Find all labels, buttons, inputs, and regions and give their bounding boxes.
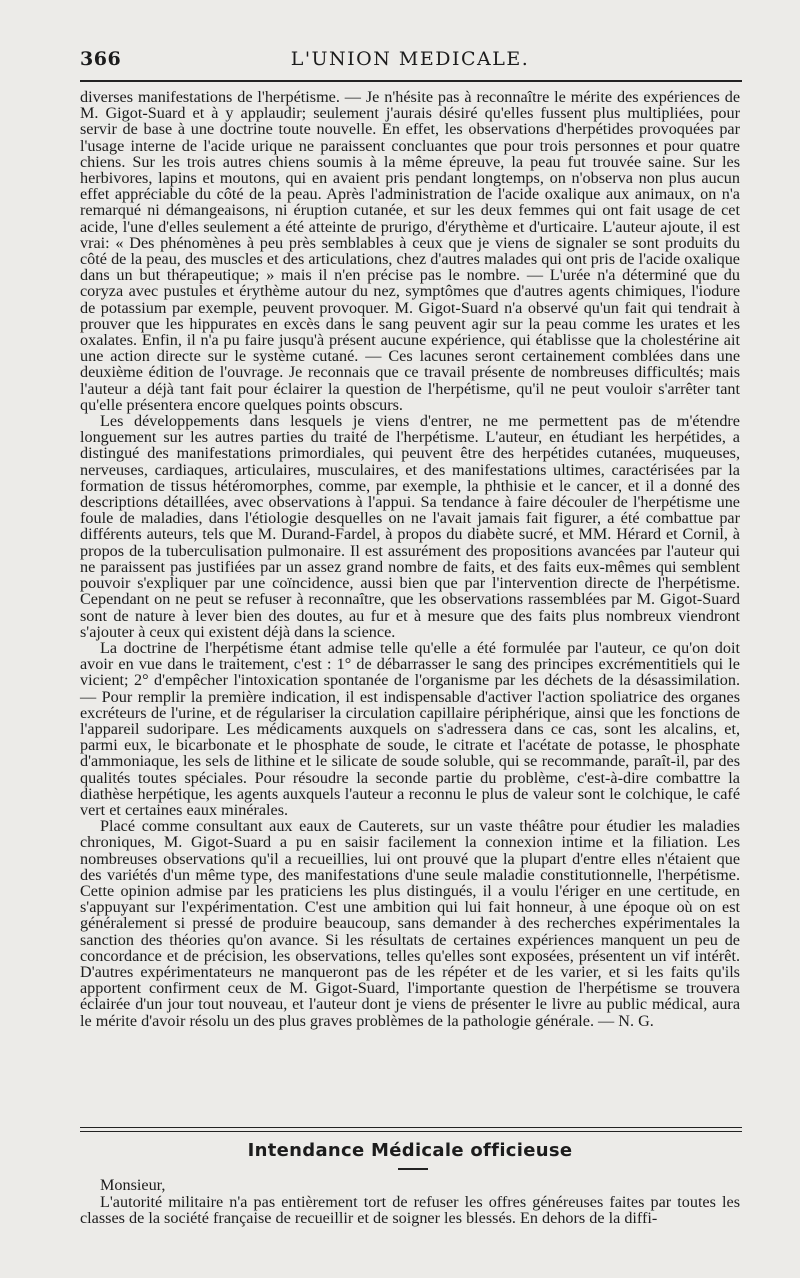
journal-title: L'UNION MEDICALE. [290,48,530,70]
page-number: 366 [80,48,122,70]
title-underline [398,1168,428,1170]
letter-salutation: Monsieur, [100,1176,166,1194]
section-title: Intendance Médicale officieuse [247,1140,573,1161]
article-paragraph-4: Placé comme consultant aux eaux de Cauterets, sur un vaste théâtre pour étudier les maladies chroniques, M. Gigot-Suard a pu en saisir facilement la connexion intime et la filiation. Les nombreuses observations qu'il a recueillies, lui ont prouvé que la plupart d'entre elles n'étaient que des variétés d'un même type, des manifestations d'une seule maladie constitutionnelle, l'herpétisme. Cette opinion admise par les praticiens les plus distingués, il a voulu l'ériger en une certitude, en s'appuyant sur l'expérimentation. C'est une ambition qui lui fait honneur, à une époque où on est généralement si pressé de produire beaucoup, sans demander à des recherches expérimentales la sanction des théories qu'on avance. Si les résultats de certaines expériences manquent un peu de concordance et de précision, les observations, telles qu'elles sont exposées, présentent un vif intérêt. D'autres expérimentateurs ne manqueront pas de les répéter et de les varier, et si les faits qu'ils apportent confirment ceux de M. Gigot-Suard, l'importante question de l'herpétisme se trouvera éclairée d'un jour tout nouveau, et l'auteur dont je viens de présenter le livre au public médical, aura le mérite d'avoir résolu un des plus graves problèmes de la pathologie générale. — N. G. [80,817,740,1030]
article-body [80,89,740,1029]
header-rule [80,80,742,82]
article-paragraph-2: Les développements dans lesquels je viens d'entrer, ne me permettent pas de m'étendre longuement sur les autres parties du traité de l'herpétisme. L'auteur, en étudiant les herpétides, a distingué des manifestations primordiales, qui peuvent être des herpétides cutanées, muqueuses, nerveuses, cardiaques, articulaires, musculaires, et des manifestations ultimes, caractérisées par la formation de tissus hétéromorphes, comme, par exemple, la phthisie et le cancer, et il a donné des descriptions détaillées, avec observations à l'appui. Sa tendance à faire découler de l'herpétisme une foule de maladies, dans l'étiologie desquelles on ne l'avait jamais fait figurer, a été combattue par différents auteurs, tels que M. Durand-Fardel, à propos du diabète sucré, et MM. Hérard et Cornil, à propos de la tuberculisation pulmonaire. Il est assurément des propositions avancées par l'auteur qui ne paraissent pas justifiées par un assez grand nombre de faits, et des faits eux-mêmes qui semblent pouvoir s'expliquer par une coïncidence, aussi bien que par l'intervention directe de l'herpétisme. Cependant on ne peut se refuser à reconnaître, que les observations rassemblées par M. Gigot-Suard sont de nature à lever bien des doutes, au fur et à mesure que des faits plus nombreux viendront s'ajouter à ceux qui existent déjà dans la science. [80,412,740,641]
section-divider [80,1127,742,1132]
article-paragraph-3: La doctrine de l'herpétisme étant admise telle qu'elle a été formulée par l'auteur, ce qu'on doit avoir en vue dans le traitement, c'est : 1° de débarrasser le sang des principes excrémentitiels qui le vicient; 2° d'empêcher l'intoxication spontanée de l'organisme par les déchets de la désassimilation. — Pour remplir la première indication, il est indispensable d'activer l'action spoliatrice des organes excréteurs de l'urine, et de régulariser la circulation capillaire périphérique, ainsi que les fonctions de l'appareil sudoripare. Les médicaments auxquels on s'adressera dans ce cas, sont les alcalins, et, parmi eux, le bicarbonate et le phosphate de soude, le citrate et l'acétate de potasse, le phosphate d'ammoniaque, les sels de lithine et le silicate de soude soluble, qui se recommande, paraît-il, par des qualités toutes spéciales. Pour résoudre la seconde partie du problème, c'est-à-dire combattre la diathèse herpétique, les agents auxquels l'auteur a reconnu le plus de valeur sont le colchique, le café vert et certaines eaux minérales. [80,638,740,819]
article-paragraph-1: diverses manifestations de l'herpétisme. — Je n'hésite pas à reconnaître le mérite des expériences de M. Gigot-Suard et à y applaudir; seulement j'aurais désiré qu'elles fussent plus multipliées, pour servir de base à une doctrine toute nouvelle. En effet, les observations d'herpétides provoquées par l'usage interne de l'acide urique ne paraissent concluantes que pour trois personnes et pour quatre chiens. Sur les trois autres chiens soumis à la même épreuve, la peau fut trouvée saine. Sur les herbivores, lapins et moutons, qui en avaient pris pendant longtemps, on n'observa non plus aucun effet appréciable du côté de la peau. Après l'administration de l'acide oxalique aux animaux, on n'a remarqué ni démangeaisons, ni éruption cutanée, et sur les deux femmes qui ont fait usage de cet acide, l'une d'elles seulement a été atteinte de prurigo, d'érythème et d'urticaire. L'auteur ajoute, il est vrai: « Des phénomènes à peu près semblables à ceux que je viens de signaler se sont produits du côté de la peau, des muscles et des articulations, chez d'autres malades qui ont pris de l'acide oxalique dans un but thérapeutique; » mais il n'en précise pas le nombre. — L'urée n'a déterminé que du coryza avec pustules et érythème autour du nez, symptômes que d'autres agents chimiques, l'iodure de potassium par exemple, peuvent provoquer. M. Gigot-Suard n'a observé qu'un fait qui tendrait à prouver que les hippurates en excès dans le sang peuvent agir sur la peau comme les urates et les oxalates. Enfin, il n'a pu faire jusqu'à présent aucune expérience, qui établisse que la cholestérine ait une action directe sur le système cutané. — Ces lacunes seront certainement comblées dans une deuxième édition de l'ouvrage. Je reconnais que ce travail présente de nombreuses difficultés; mais l'auteur a déjà tant fait pour éclairer la question de l'herpétisme, qu'il ne peut vouloir s'arrêter tant qu'elle présentera encore quelques points obscurs. [80,88,740,414]
running-header [80,44,740,80]
letter-text: L'autorité militaire n'a pas entièrement tort de refuser les offres généreuses faites par toutes les classes de la société française de recueillir et de soigner les blessés. En dehors de la diffi- [80,1193,740,1228]
